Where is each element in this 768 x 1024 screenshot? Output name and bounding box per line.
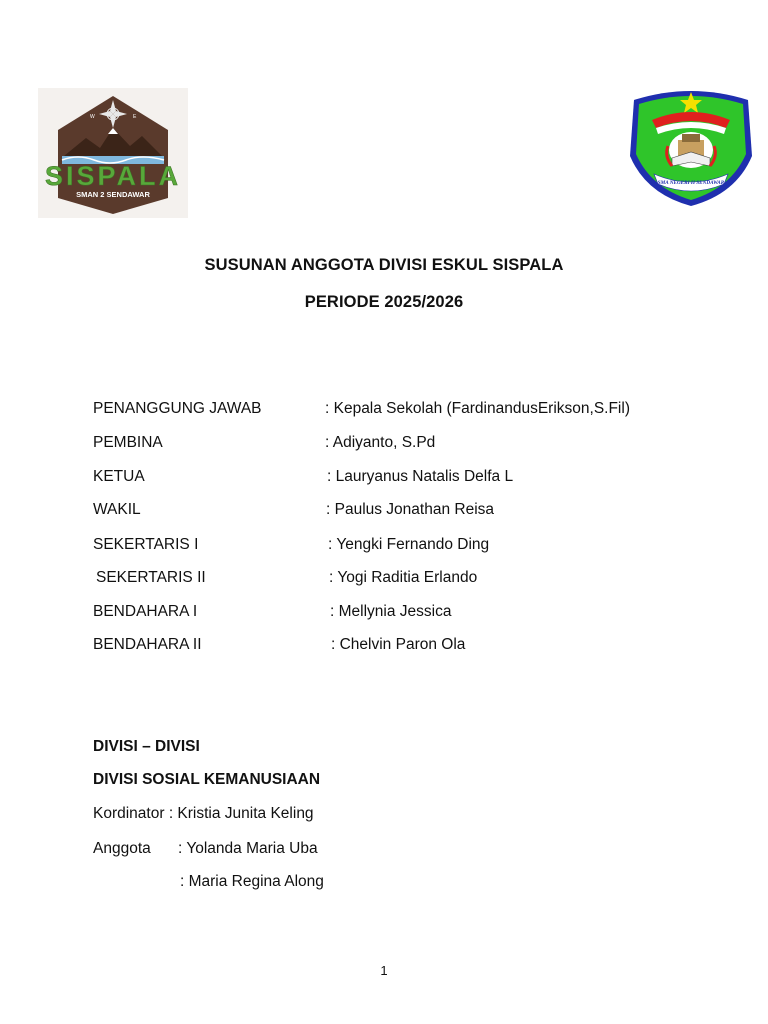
member-name: : Chelvin Paron Ola — [331, 636, 466, 653]
member-name: : Mellynia Jessica — [330, 603, 452, 620]
role-label: PEMBINA — [93, 434, 163, 451]
anggota-label: Anggota — [93, 840, 151, 857]
member-name: : Yogi Raditia Erlando — [329, 569, 478, 586]
anggota-member: : Maria Regina Along — [180, 873, 324, 890]
member-name: : Paulus Jonathan Reisa — [326, 501, 495, 518]
school-emblem — [626, 86, 756, 208]
member-name: : Lauryanus Natalis Delfa L — [327, 468, 514, 485]
member-name: : Yengki Fernando Ding — [328, 536, 490, 553]
role-label: SEKERTARIS II — [96, 569, 206, 586]
role-label: SEKERTARIS I — [93, 536, 199, 553]
role-label: WAKIL — [93, 501, 141, 518]
sispala-logo — [38, 88, 188, 218]
anggota-member: : Yolanda Maria Uba — [178, 840, 318, 857]
document-title: SUSUNAN ANGGOTA DIVISI ESKUL SISPALA — [204, 256, 564, 274]
page-number: 1 — [380, 963, 388, 978]
compass-w: W — [90, 114, 95, 120]
role-label: PENANGGUNG JAWAB — [93, 400, 262, 417]
kordinator-line: Kordinator : Kristia Junita Keling — [93, 805, 314, 822]
document-period: PERIODE 2025/2026 — [304, 293, 464, 311]
sispala-subtext: SMAN 2 SENDAWAR — [76, 190, 150, 199]
role-label: KETUA — [93, 468, 145, 485]
emblem-text: SMA NEGERI II SENDAWAR — [657, 180, 725, 186]
compass-e: E — [133, 114, 137, 120]
role-label: BENDAHARA II — [93, 636, 202, 653]
divisi-sosial-heading: DIVISI SOSIAL KEMANUSIAAN — [93, 771, 321, 788]
divisi-heading: DIVISI – DIVISI — [93, 738, 200, 755]
member-name: : Kepala Sekolah (FardinandusErikson,S.Fil) — [325, 400, 630, 417]
sispala-wordmark: SISPALA — [44, 161, 182, 191]
member-name: : Adiyanto, S.Pd — [325, 434, 436, 451]
role-label: BENDAHARA I — [93, 603, 198, 620]
